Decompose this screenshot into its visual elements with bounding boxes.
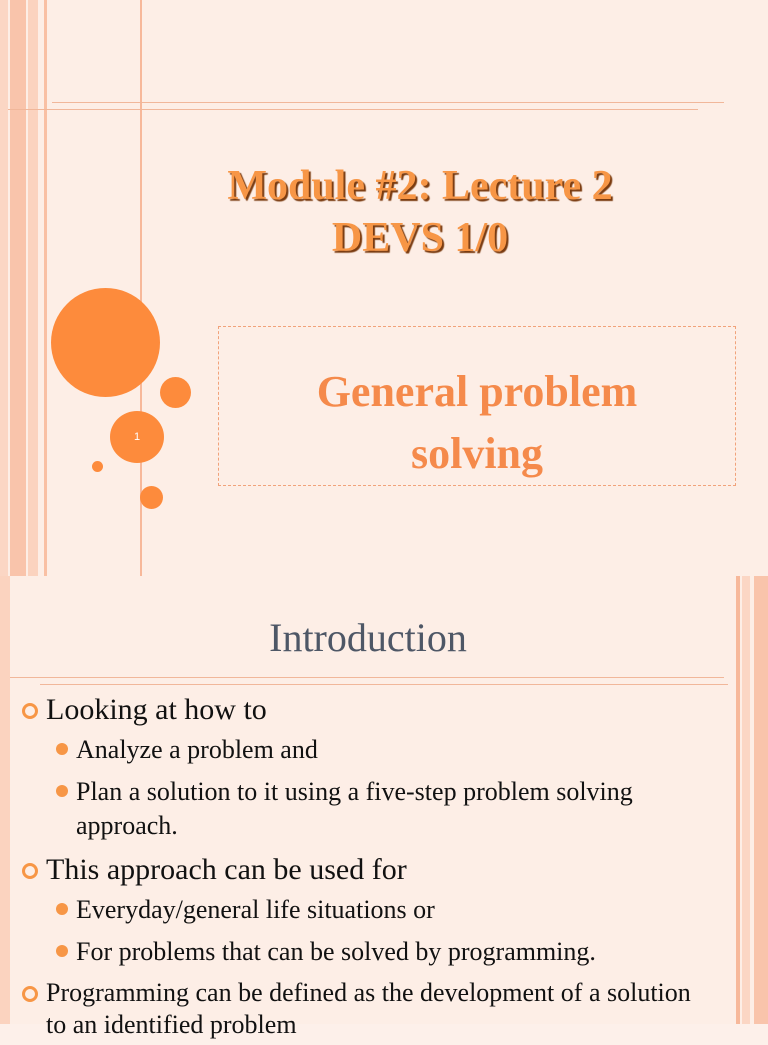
left-stripe xyxy=(28,0,38,576)
decorative-circle xyxy=(160,377,191,408)
dot-bullet-icon xyxy=(56,945,68,957)
right-stripe xyxy=(736,576,740,1024)
right-stripe xyxy=(742,576,750,1024)
subtitle-placeholder xyxy=(218,326,736,486)
decorative-circle xyxy=(92,461,103,472)
list-item xyxy=(18,893,728,927)
bullet-text: Programming can be defined as the development of a solution to an identified problem xyxy=(46,978,691,1039)
title-line-1: Module #2: Lecture 2 xyxy=(227,163,613,209)
left-stripe xyxy=(44,0,47,576)
slide-number: 1 xyxy=(133,431,141,443)
subtitle-line-2: solving xyxy=(410,429,544,478)
list-item xyxy=(18,935,728,969)
header-line xyxy=(52,102,724,103)
list-item xyxy=(18,733,728,767)
dot-bullet-icon xyxy=(56,743,68,755)
dot-bullet-icon xyxy=(56,785,68,797)
header-line xyxy=(10,677,724,678)
left-stripe xyxy=(0,0,8,576)
bullet-text: Analyze a problem and xyxy=(76,735,318,764)
title-line-2: DEVS 1/0 xyxy=(331,215,509,261)
left-stripe xyxy=(10,0,26,576)
bullet-text: For problems that can be solved by programming. xyxy=(76,937,596,966)
bullet-text: Looking at how to xyxy=(46,693,267,726)
bullet-text: Everyday/general life situations or xyxy=(76,895,435,924)
decorative-circle xyxy=(51,288,160,397)
list-item xyxy=(18,977,706,1041)
bullet-text: Plan a solution to it using a five-step problem solving approach. xyxy=(76,777,633,840)
bullet-list xyxy=(18,691,728,1045)
header-line xyxy=(40,684,728,685)
bullet-text: This approach can be used for xyxy=(46,853,407,886)
subtitle-line-1: General problem xyxy=(316,367,638,416)
header-line xyxy=(8,109,698,110)
dot-bullet-icon xyxy=(56,903,68,915)
content-slide xyxy=(0,576,768,1039)
slide-title: Introduction xyxy=(269,615,467,660)
ring-bullet-icon xyxy=(22,703,38,719)
list-item xyxy=(18,691,728,729)
right-stripe xyxy=(754,576,768,1024)
ring-bullet-icon xyxy=(22,863,38,879)
decorative-circle xyxy=(140,486,163,509)
slide-subtitle xyxy=(219,327,735,485)
ring-bullet-icon xyxy=(22,986,38,1002)
list-item xyxy=(18,775,666,843)
slide-title xyxy=(120,160,720,264)
list-item xyxy=(18,851,728,889)
